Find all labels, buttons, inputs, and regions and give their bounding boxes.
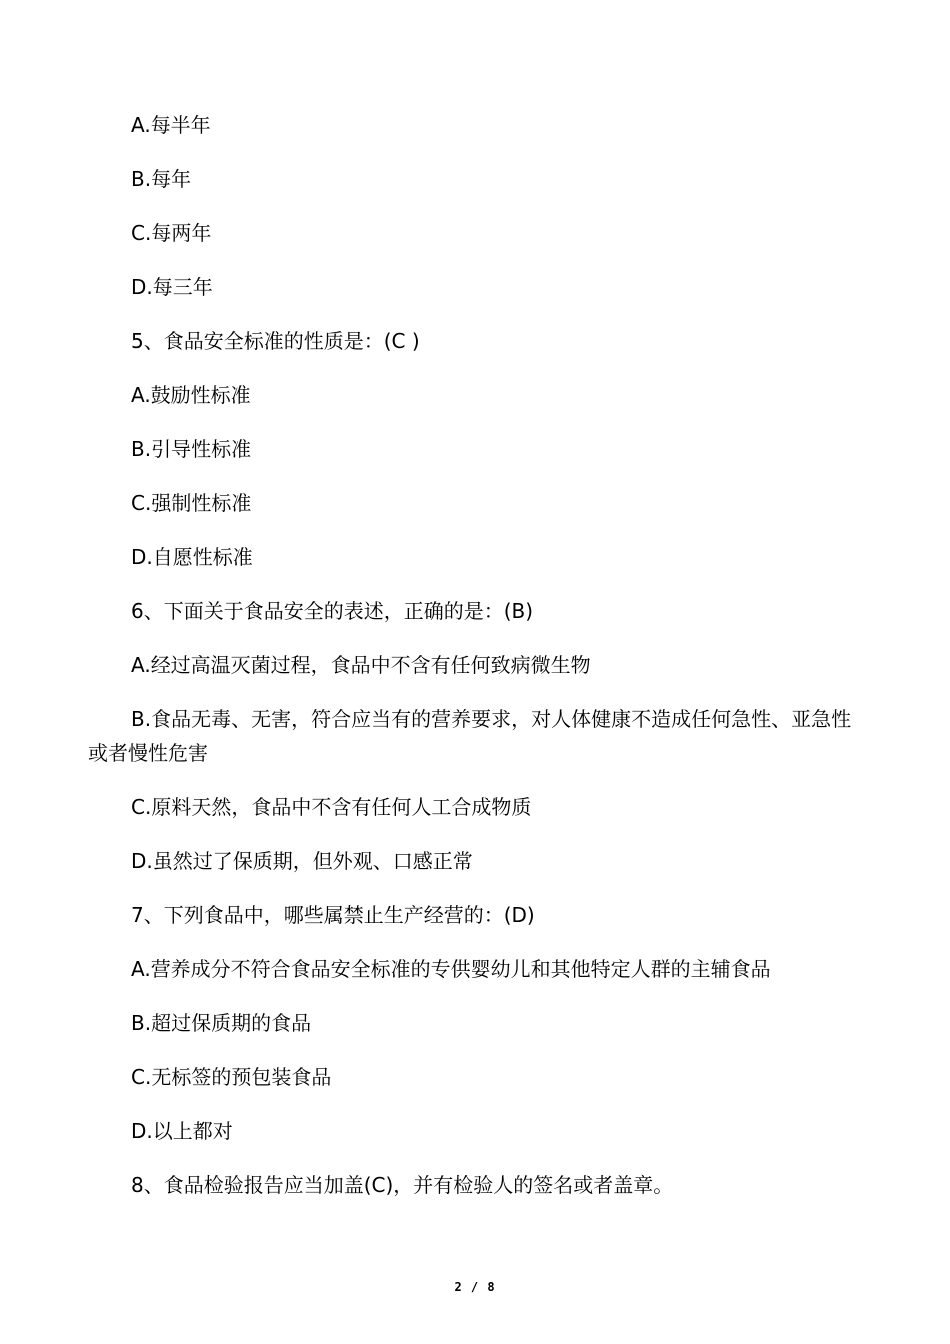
option-q7-a: A.营养成分不符合食品安全标准的专供婴幼儿和其他特定人群的主辅食品 xyxy=(131,957,771,981)
question-8: 8、食品检验报告应当加盖(C)，并有检验人的签名或者盖章。 xyxy=(131,1173,674,1197)
option-q7-c: C.无标签的预包装食品 xyxy=(131,1065,332,1089)
option-q6-a: A.经过高温灭菌过程，食品中不含有任何致病微生物 xyxy=(131,653,591,677)
option-q6-d: D.虽然过了保质期，但外观、口感正常 xyxy=(131,849,473,873)
option-q7-d: D.以上都对 xyxy=(131,1119,233,1143)
option-q6-c: C.原料天然，食品中不含有任何人工合成物质 xyxy=(131,795,532,819)
document-body xyxy=(88,108,868,1222)
question-5: 5、食品安全标准的性质是：(C ) xyxy=(131,329,420,353)
option-q6-b: B.食品无毒、无害，符合应当有的营养要求，对人体健康不造成任何急性、亚急性或者慢性危害 xyxy=(88,707,852,765)
option-q5-a: A.鼓励性标准 xyxy=(131,383,251,407)
question-6: 6、下面关于食品安全的表述，正确的是：(B) xyxy=(131,599,534,623)
option-q4-a: A.每半年 xyxy=(131,113,211,137)
option-q4-c: C.每两年 xyxy=(131,221,212,245)
option-q4-d: D.每三年 xyxy=(131,275,213,299)
option-q5-d: D.自愿性标准 xyxy=(131,545,253,569)
option-q5-b: B.引导性标准 xyxy=(131,437,252,461)
page-number: 2 / 8 xyxy=(454,1280,496,1294)
option-q7-b: B.超过保质期的食品 xyxy=(131,1011,312,1035)
option-q4-b: B.每年 xyxy=(131,167,192,191)
option-q5-c: C.强制性标准 xyxy=(131,491,252,515)
question-7: 7、下列食品中，哪些属禁止生产经营的：(D) xyxy=(131,903,535,927)
